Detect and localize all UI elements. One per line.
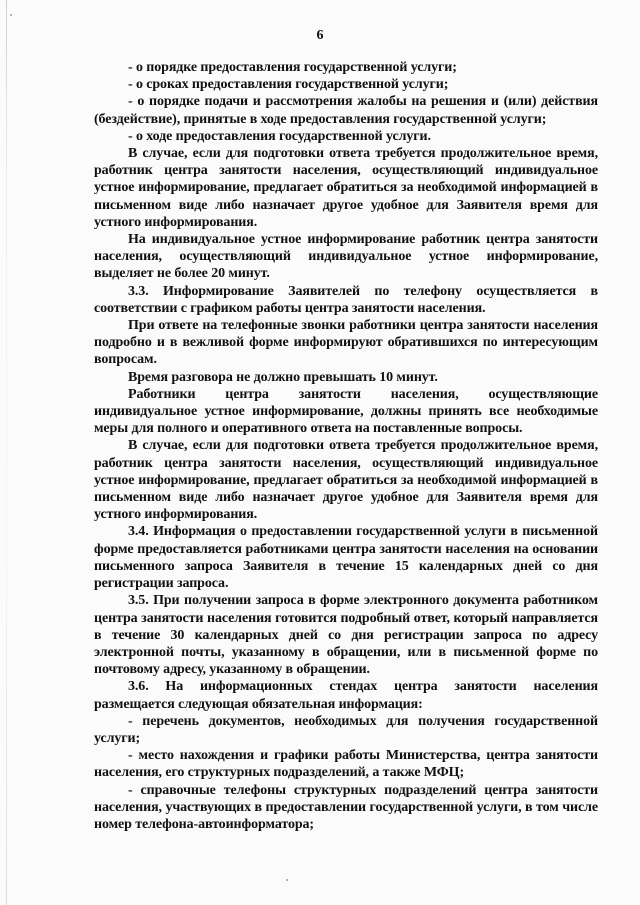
page-body	[94, 59, 598, 833]
section-paragraph: 3.6. На информационных стендах центра занятости населения размещается следующая обязательная информация:	[94, 679, 598, 712]
list-item: - о ходе предоставления государственной услуги.	[128, 128, 431, 144]
list-item: - о порядке подачи и рассмотрения жалобы на решения и (или) действия (бездействие), принятые в ходе предоставления государственной услуги;	[94, 94, 598, 127]
section-paragraph: 3.4. Информация о предоставлении государственной услуги в письменной форме предоставляется работниками центра занятости населения на основании письменного запроса Заявителя в течение 15 календарных дней со дня регистрации запроса.	[94, 524, 598, 592]
list-item: - справочные телефоны структурных подразделений центра занятости населения, участвующих в предоставлении государственной услуги, в том числе номер телефона-автоинформатора;	[94, 782, 598, 832]
scan-edge	[6, 0, 7, 905]
paragraph: В случае, если для подготовки ответа требуется продолжительное время, работник центра занятости населения, осуществляющий индивидуальное устное информирование, предлагает обратиться за необходимой информацией в письменном виде либо назначает другое удобное для Заявителя время для устного информирования.	[94, 438, 598, 523]
section-paragraph: 3.5. При получении запроса в форме электронного документа работником центра занятости населения готовится подробный ответ, который направляется в течение 30 календарных дней со дня регистрации запроса по адресу электронной почты, указанному в обращении, или в письменной форме по почтовому адресу, указанному в обращении.	[94, 593, 598, 678]
list-item: - о сроках предоставления государственной услуги;	[128, 77, 449, 93]
list-item: - место нахождения и графики работы Министерства, центра занятости населения, его структурных подразделений, а также МФЦ;	[94, 748, 598, 781]
scan-speck	[286, 879, 288, 881]
list-item: - о порядке предоставления государственной услуги;	[128, 60, 457, 75]
page-number: 6	[316, 28, 324, 43]
paragraph: Время разговора не должно превышать 10 минут.	[128, 369, 438, 385]
paragraph: В случае, если для подготовки ответа требуется продолжительное время, работник центра занятости населения, осуществляющий индивидуальное устное информирование, предлагает обратиться за необходимой информацией в письменном виде либо назначает другое удобное для Заявителя время для устного информирования.	[94, 146, 598, 230]
paragraph: При ответе на телефонные звонки работники центра занятости населения подробно и в вежливой форме информируют обратившихся по интересующим вопросам.	[94, 318, 598, 368]
paragraph: Работники центра занятости населения, осуществляющие индивидуальное устное информирование, должны принять все необходимые меры для полного и оперативного ответа на поставленные вопросы.	[94, 386, 598, 437]
section-paragraph: 3.3. Информирование Заявителей по телефону осуществляется в соответствии с графиком работы центра занятости населения.	[94, 283, 598, 316]
paragraph: На индивидуальное устное информирование работник центра занятости населения, осуществляющий индивидуальное устное информирование, выделяет не более 20 минут.	[94, 232, 598, 282]
list-item: - перечень документов, необходимых для получения государственной услуги;	[94, 713, 598, 746]
scan-speck	[10, 14, 12, 16]
